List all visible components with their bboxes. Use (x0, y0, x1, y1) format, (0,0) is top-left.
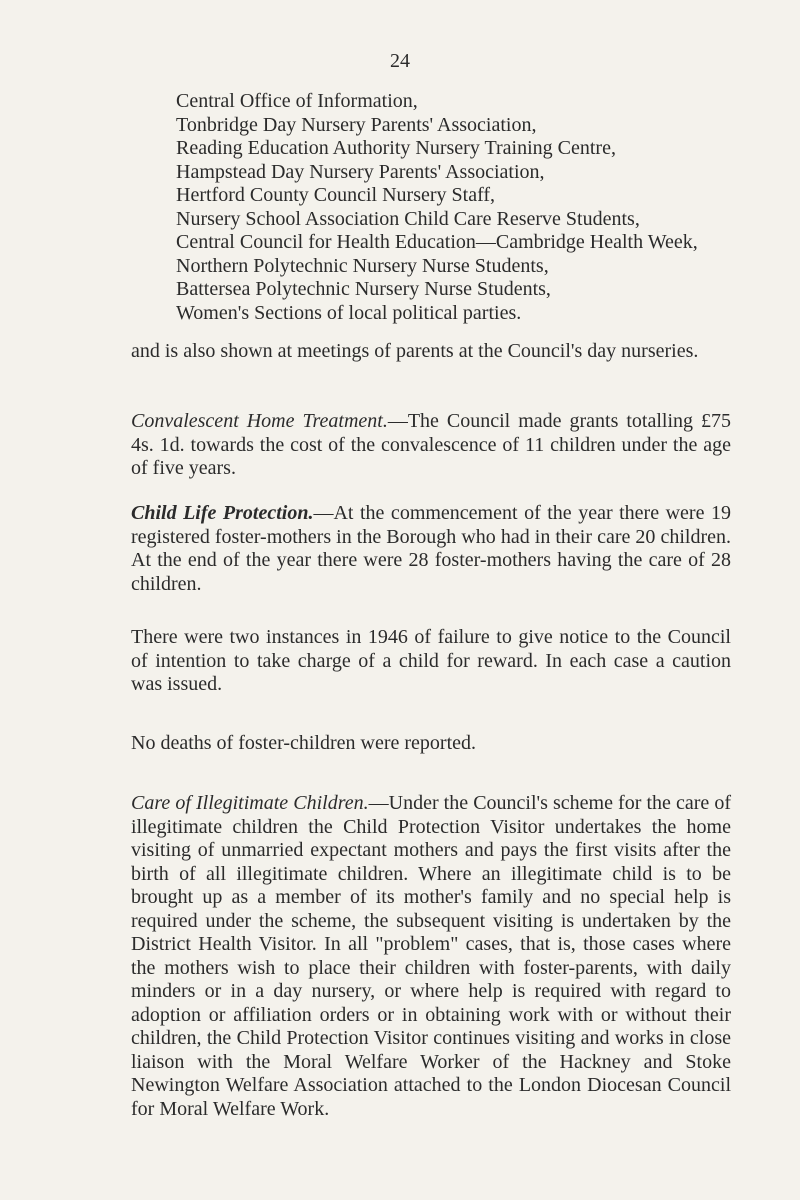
list-item: Tonbridge Day Nursery Parents' Association, (176, 113, 537, 136)
list-item: Reading Education Authority Nursery Training Centre, (176, 137, 616, 159)
list-item: Nursery School Association Child Care Reserve Students, (176, 207, 640, 230)
list-item: Women's Sections of local political parties. (176, 301, 522, 324)
paragraph-illegitimate (131, 792, 731, 1121)
list-item: Central Council for Health Education—Cambridge Health Week, (176, 231, 698, 253)
paragraph-deaths: No deaths of foster-children were reported. (131, 732, 477, 754)
heading-illegitimate: Care of Illegitimate Children. (131, 792, 369, 814)
paragraph-shown-at-meetings: and is also shown at meetings of parents at the Council's day nurseries. (131, 340, 699, 362)
page-number: 24 (390, 50, 410, 72)
organization-list (176, 90, 736, 325)
list-item: Hampstead Day Nursery Parents' Association, (176, 160, 545, 183)
paragraph-instances: There were two instances in 1946 of failure to give notice to the Council of intention to take charge of a child for reward. In each case a caution was issued. (131, 626, 731, 695)
paragraph-convalescent (131, 410, 731, 481)
text-child-life: —At the commencement of the year there were 19 registered foster-mothers in the Borough who had in their care 20 children. At the end of the year there were 28 foster-mothers having the care of 28 children. (131, 502, 731, 595)
text-illegitimate: —Under the Council's scheme for the care of illegitimate children the Child Protection Visitor undertakes the home visiting of unmarried expectant mothers and pays the first visits after the birth of all illegitimate children. Where an illegitimate child is to be brought up as a member of its mother's family and no special help is required under the scheme, the subsequent visiting is undertaken by the District Health Visitor. In all "problem" cases, that is, those cases where the mothers wish to place their children with foster-parents, with daily minders or in a day nursery, or where help is required with regard to adoption or affiliation orders or in obtaining work with or without their children, the Child Protection Visitor continues visiting and works in close liaison with the Moral Welfare Worker of the Hackney and Stoke Newington Welfare Association attached to the London Diocesan Council for Moral Welfare Work. (131, 792, 731, 1120)
heading-child-life: Child Life Protection. (131, 502, 314, 524)
paragraph-child-life (131, 502, 731, 596)
list-item: Battersea Polytechnic Nursery Nurse Students, (176, 278, 551, 300)
list-item: Central Office of Information, (176, 90, 418, 112)
list-item: Northern Polytechnic Nursery Nurse Students, (176, 254, 549, 277)
heading-convalescent: Convalescent Home Treatment. (131, 410, 388, 432)
text-convalescent: —The Council made grants totalling £75 4s. 1d. towards the cost of the convalescence of 11 children under the age of five years. (131, 410, 731, 479)
list-item: Hertford County Council Nursery Staff, (176, 184, 496, 206)
